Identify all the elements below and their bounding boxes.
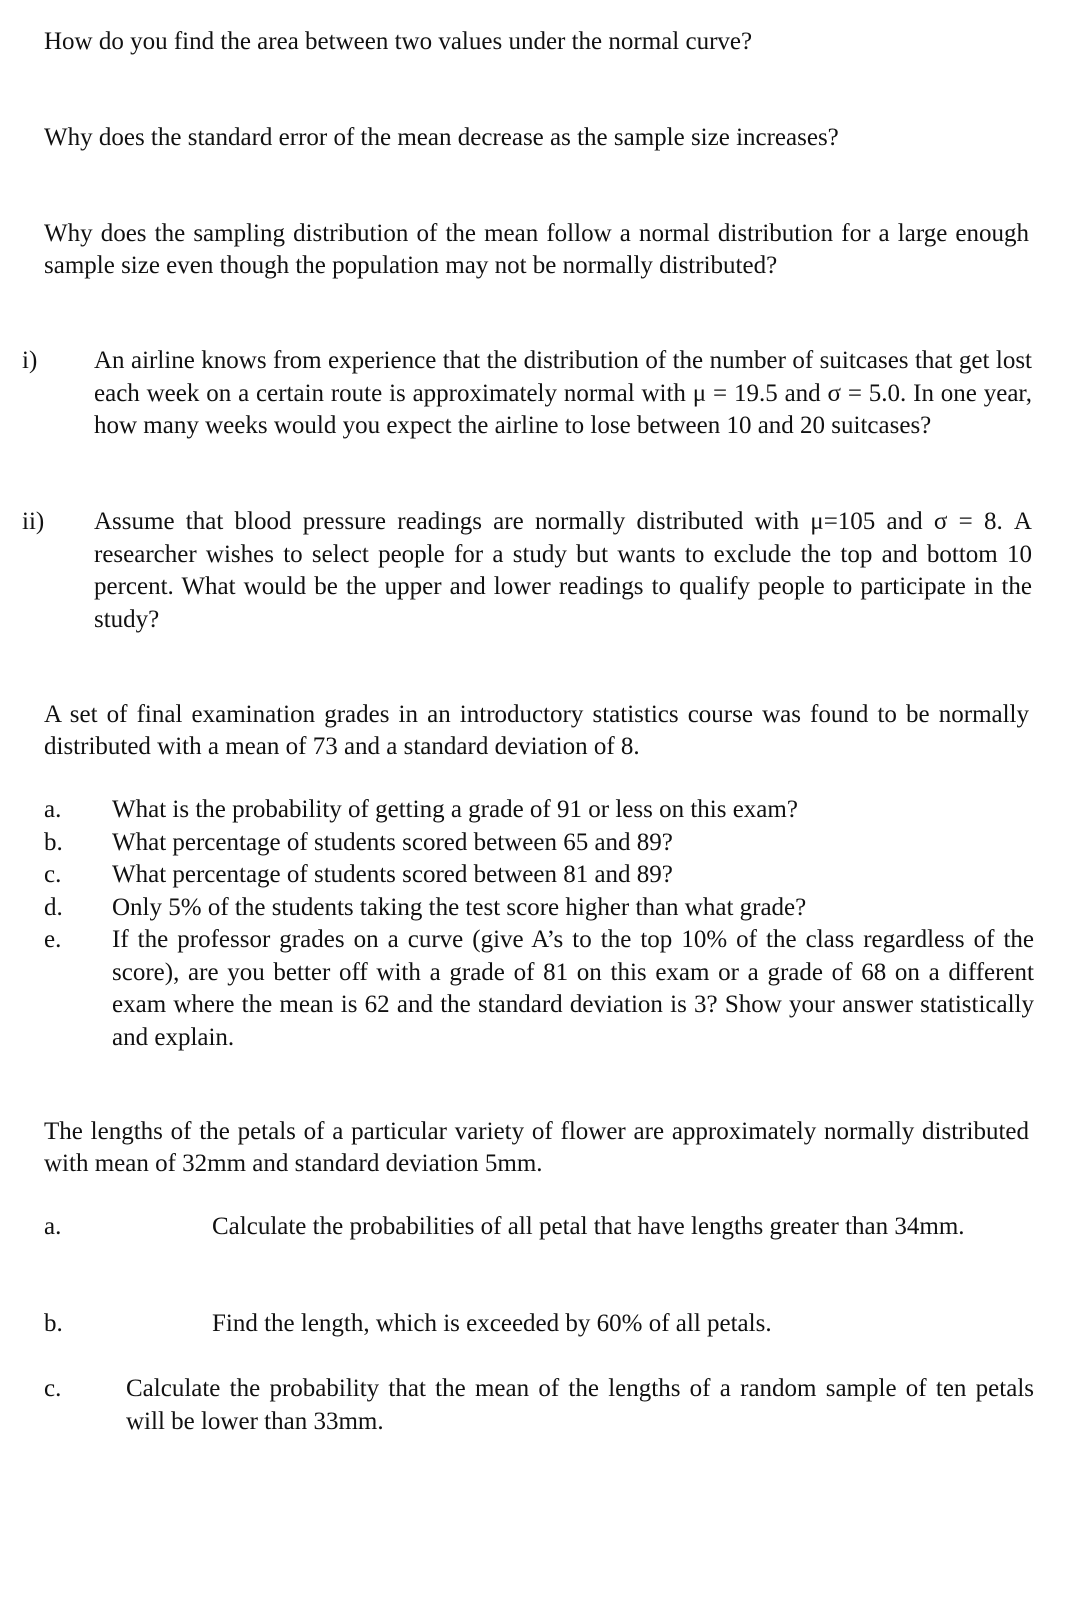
item-text: Calculate the probabilities of all petal that have lengths greater than 34mm. [212,1213,965,1240]
item-marker: e. [44,926,62,953]
problem-airline-suitcases [22,345,1032,477]
item-text: Find the length, which is exceeded by 60% of all petals. [212,1310,772,1337]
item-marker: d. [44,893,63,921]
question-standard-error: Why does the standard error of the mean decrease as the sample size increases? [44,124,839,151]
list-item [44,827,1034,860]
exam-grades-questions [44,794,1034,1054]
item-marker: b. [44,1310,63,1337]
list-item [44,1308,1034,1342]
question-sampling-distribution: Why does the sampling distribution of the mean follow a normal distribution for a large enough sample size even though the population may not be normally distributed? [44,220,1029,279]
item-marker: b. [44,828,63,856]
item-text: Only 5% of the students taking the test score higher than what grade? [112,893,807,921]
problem-blood-pressure [22,506,1032,638]
petal-lengths-intro: The lengths of the petals of a particular variety of flower are approximately normally distributed with mean of 32mm and standard deviation 5mm. [44,1118,1029,1177]
item-marker: a. [44,1213,62,1240]
list-item [44,892,1034,925]
item-text: What percentage of students scored between 65 and 89? [112,828,673,856]
list-item [44,924,1034,1054]
list-item [44,794,1034,827]
item-marker: c. [44,1375,62,1402]
exam-grades-intro: A set of final examination grades in an introductory statistics course was found to be normally distributed with a mean of 73 and a standard deviation of 8. [44,701,1029,760]
item-marker: c. [44,861,62,888]
list-item [44,859,1034,892]
item-marker: ii) [22,508,45,535]
item-text: What percentage of students scored between 81 and 89? [112,861,673,888]
item-text: Calculate the probability that the mean of the lengths of a random sample of ten petals will be lower than 33mm. [126,1375,1034,1435]
item-text: What is the probability of getting a grade of 91 or less on this exam? [112,796,798,823]
list-item [44,1373,1034,1439]
list-item [44,1211,1034,1277]
question-area-between-values: How do you find the area between two values under the normal curve? [44,28,753,55]
item-marker: a. [44,796,62,823]
item-text: Assume that blood pressure readings are normally distributed with μ=105 and σ = 8. A researcher wishes to select people for a study but wants to exclude the top and bottom 10 percent. What would be the upper and lower readings to qualify people to participate in the study? [94,508,1032,633]
item-marker: i) [22,347,38,374]
item-text: If the professor grades on a curve (give A’s to the top 10% of the class regardless of the score), are you better off with a grade of 81 on this exam or a grade of 68 on a different exam where the mean is 62 and the standard deviation is 3? Show your answer statistically and explain. [112,926,1034,1051]
item-text: An airline knows from experience that the distribution of the number of suitcases that get lost each week on a certain route is approximately normal with μ = 19.5 and σ = 5.0. In one year, how many weeks would you expect the airline to lose between 10 and 20 suitcases? [94,347,1032,439]
